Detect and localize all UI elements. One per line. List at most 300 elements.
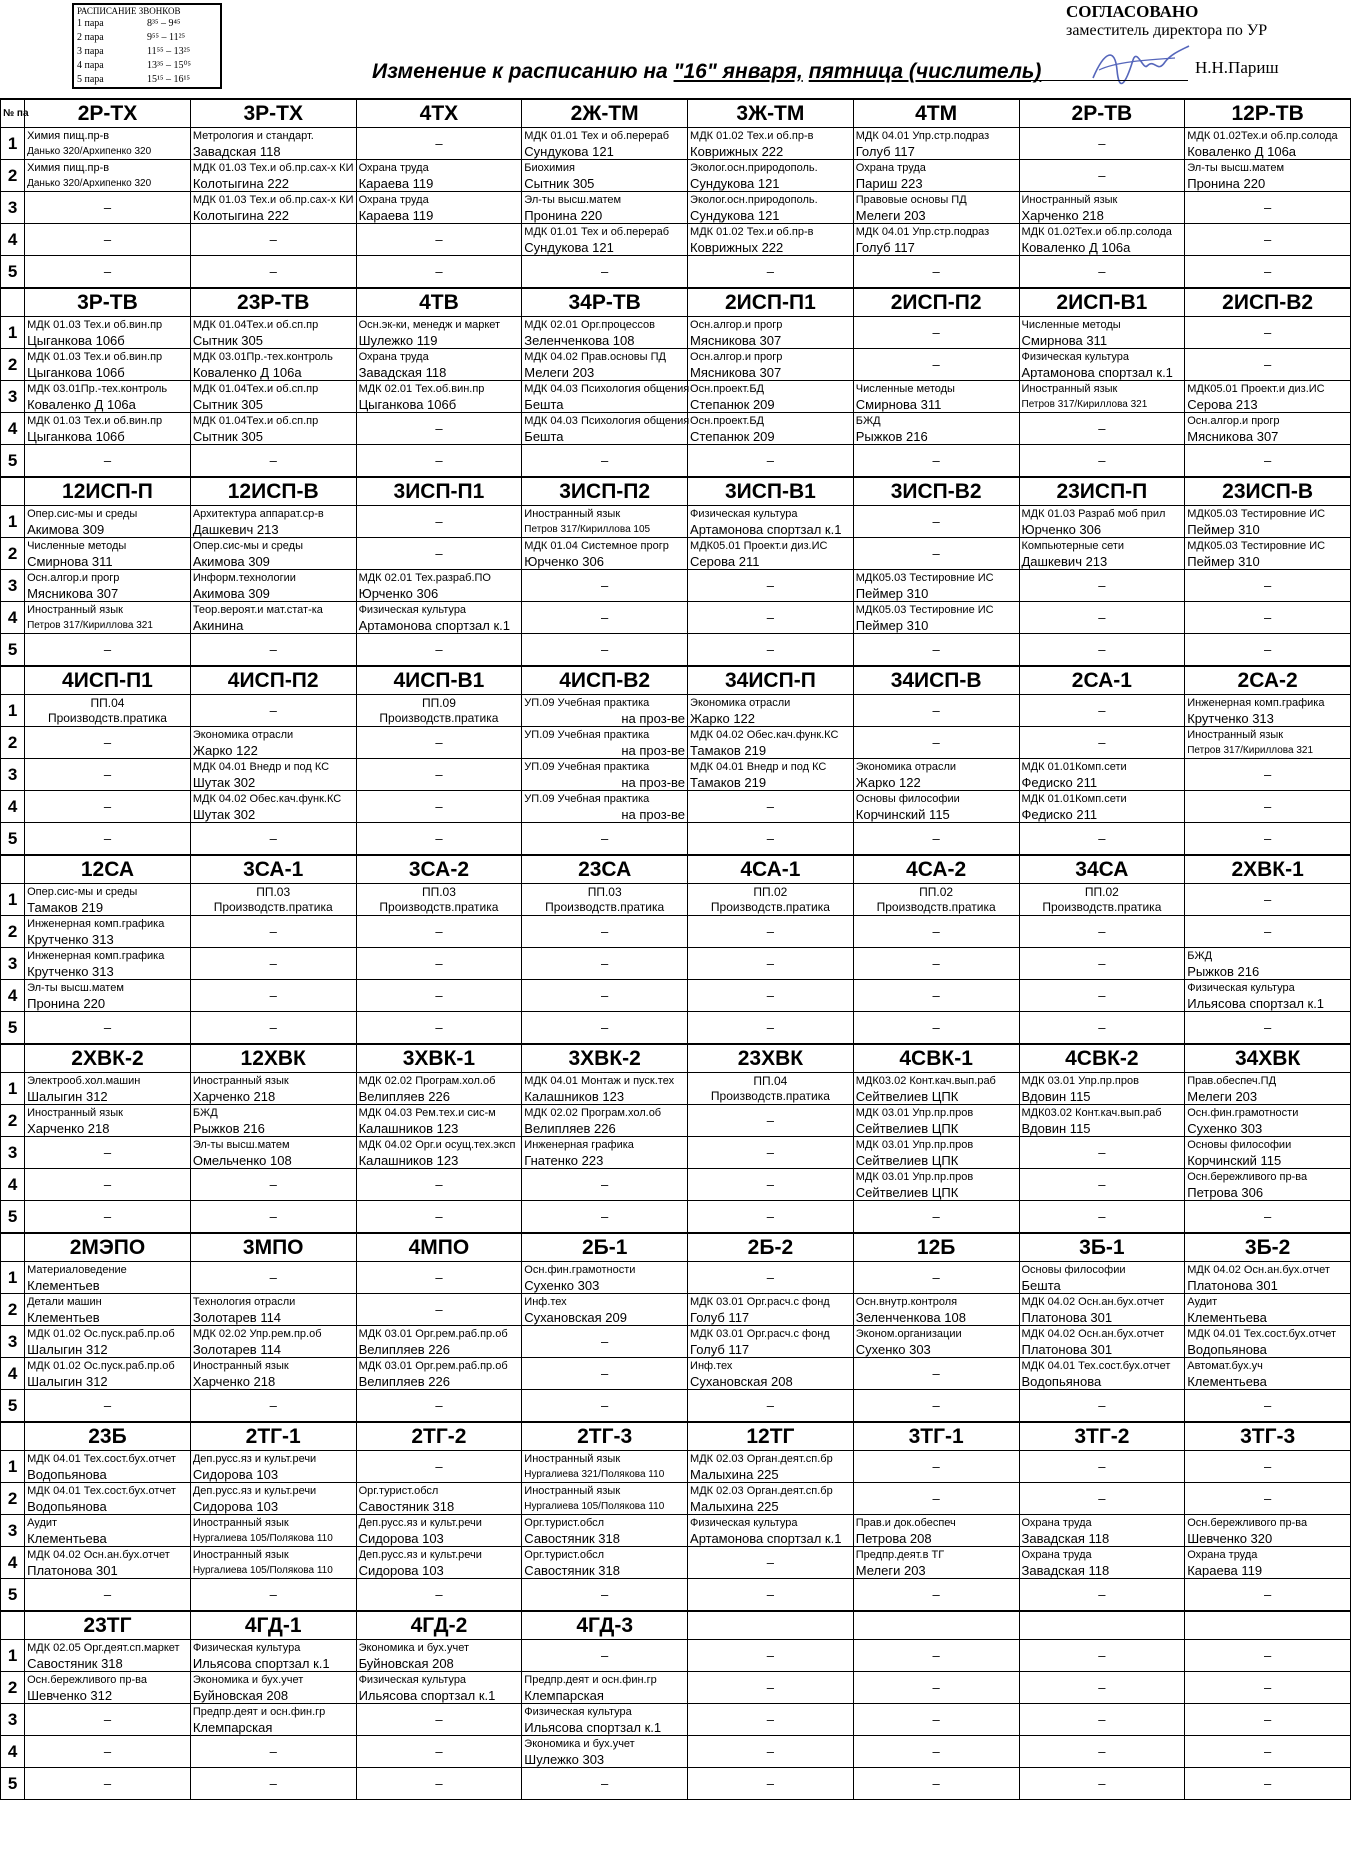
empty-dash: – xyxy=(435,1459,443,1474)
lesson-cell xyxy=(522,128,688,160)
bell-pair: 1 пара xyxy=(77,18,104,29)
empty-dash: – xyxy=(601,1398,609,1413)
group-name: 3Ж-ТМ xyxy=(688,99,854,128)
title-day: пятница (числитель) xyxy=(808,60,1042,83)
lesson-cell xyxy=(1185,980,1351,1012)
bell-time: 11⁵⁵ – 13²⁵ xyxy=(147,46,191,57)
group-name: 23СА xyxy=(522,855,688,884)
lesson-cell xyxy=(356,823,522,856)
subject: ПП.02 xyxy=(753,884,788,899)
subject: МДК 04.02 Орг.и осущ.тех.эксп xyxy=(358,1138,516,1151)
group-name: 23Р-ТВ xyxy=(190,288,356,317)
lesson-cell xyxy=(25,413,191,445)
lesson-cell xyxy=(688,1547,854,1579)
empty-dash: – xyxy=(1098,168,1106,183)
lesson-row xyxy=(1,224,1351,256)
lesson-cell xyxy=(1019,1390,1185,1423)
subject: Деп.русс.яз и культ.речи xyxy=(358,1548,482,1561)
lesson-cell xyxy=(356,1326,522,1358)
teacher-room: Вдовин 115 xyxy=(1021,1088,1091,1104)
lesson-cell xyxy=(356,916,522,948)
teacher-room: Юрченко 306 xyxy=(358,585,439,601)
empty-dash: – xyxy=(269,264,277,279)
teacher-room: Сундукова 121 xyxy=(524,239,614,255)
lesson-cell xyxy=(522,1704,688,1736)
teacher-room: Цыганкова 106б xyxy=(358,396,457,412)
group-name: 23ИСП-П xyxy=(1019,477,1185,506)
teacher-room: Пронина 220 xyxy=(27,995,106,1011)
lesson-row xyxy=(1,1579,1351,1612)
subject: МДК 02.02 Програм.хол.об xyxy=(524,1106,662,1119)
lesson-row xyxy=(1,445,1351,478)
subject: МДК 01.02Тех.и об.пр.солода xyxy=(1021,225,1172,238)
teacher-room: Водопьянова xyxy=(27,1466,107,1482)
subject: Метрология и стандарт. xyxy=(192,129,314,142)
subject: Иностранный язык xyxy=(524,507,621,520)
subject: Электрооб.хол.машин xyxy=(27,1074,141,1087)
group-name: 4СВК-1 xyxy=(853,1044,1019,1073)
empty-dash: – xyxy=(766,1712,775,1727)
empty-dash: – xyxy=(269,1744,277,1759)
lesson-cell xyxy=(190,381,356,413)
subject: МДК 01.02 Тех.и об.пр-в xyxy=(690,225,814,238)
lesson-row xyxy=(1,1390,1351,1423)
teacher-room: Петров 317/Кириллова 105 xyxy=(524,523,651,535)
lesson-cell xyxy=(25,602,191,634)
subject: Иностранный язык xyxy=(192,1359,289,1372)
lesson-cell xyxy=(688,1294,854,1326)
subject: Основы философии xyxy=(855,792,960,805)
teacher-room: Мелеги 203 xyxy=(1187,1088,1258,1104)
lesson-cell xyxy=(356,1137,522,1169)
empty-dash: – xyxy=(932,1744,940,1759)
lesson-cell xyxy=(1185,381,1351,413)
lesson-row xyxy=(1,1672,1351,1704)
subject: МДК 04.01 Упр.стр.подраз xyxy=(855,225,990,238)
group-header-row xyxy=(1,1044,1351,1073)
teacher-room: Пеймер 310 xyxy=(1187,521,1260,537)
approver-name: Н.Н.Париш xyxy=(1195,58,1279,77)
lesson-cell xyxy=(356,759,522,791)
lesson-row xyxy=(1,1169,1351,1201)
subject: МДК 04.01 Внедр и под КС xyxy=(192,760,330,773)
teacher-room: Клементьева xyxy=(27,1530,107,1546)
lesson-cell xyxy=(25,791,191,823)
lesson-cell xyxy=(1019,160,1185,192)
subject: МДК05.03 Тестировние ИС xyxy=(855,571,994,584)
teacher-room: Бешта xyxy=(524,428,564,444)
empty-dash: – xyxy=(1098,735,1106,750)
lesson-cell xyxy=(190,1640,356,1672)
pair-number: 2 xyxy=(1,349,25,381)
pair-number-header xyxy=(1,288,25,317)
empty-dash: – xyxy=(435,1209,443,1224)
empty-dash: – xyxy=(103,799,112,814)
subject: Численные методы xyxy=(27,539,127,552)
subject: МДК 04.01 Упр.стр.подраз xyxy=(855,129,990,142)
lesson-cell xyxy=(25,192,191,224)
lesson-cell xyxy=(688,160,854,192)
empty-dash: – xyxy=(269,642,277,657)
subject: Теор.вероят.и мат.стат-ка xyxy=(192,603,323,616)
lesson-cell xyxy=(356,1390,522,1423)
empty-dash: – xyxy=(103,831,112,846)
pair-number: 4 xyxy=(1,1358,25,1390)
group-name: 4ГД-2 xyxy=(356,1611,522,1640)
lesson-cell xyxy=(853,1358,1019,1390)
empty-dash: – xyxy=(601,1587,609,1602)
lesson-cell xyxy=(25,1169,191,1201)
lesson-cell xyxy=(190,884,356,916)
subject: Аудит xyxy=(27,1516,58,1529)
lesson-cell xyxy=(1019,1294,1185,1326)
teacher-room: Сидорова 103 xyxy=(192,1498,279,1514)
subject: Иностранный язык xyxy=(1021,382,1118,395)
empty-dash: – xyxy=(269,831,277,846)
lesson-cell xyxy=(1019,759,1185,791)
subject: Инженерная комп.графика xyxy=(27,949,165,962)
lesson-cell xyxy=(688,1105,854,1137)
teacher-room: Шутак 302 xyxy=(192,774,256,790)
subject: ПП.04 xyxy=(753,1073,788,1088)
teacher-room: Юрченко 306 xyxy=(1021,521,1102,537)
teacher-room: Петрова 306 xyxy=(1187,1184,1264,1200)
lesson-cell xyxy=(1185,349,1351,381)
group-name: 3Б-2 xyxy=(1185,1233,1351,1262)
teacher-room: Клементьева xyxy=(1187,1373,1267,1389)
lesson-cell xyxy=(190,980,356,1012)
subject: Иностранный язык xyxy=(27,1106,123,1119)
lesson-cell xyxy=(25,1012,191,1045)
lesson-cell xyxy=(853,1201,1019,1234)
lesson-cell xyxy=(190,256,356,289)
subject: Эл-ты высш.матем xyxy=(192,1138,290,1151)
pair-number: 5 xyxy=(1,1012,25,1045)
approval-block xyxy=(1066,2,1267,40)
teacher-room: Калашников 123 xyxy=(358,1120,459,1136)
teacher-room: Сундукова 121 xyxy=(690,207,780,223)
subject: МДК 04.02 Осн.ан.бух.отчет xyxy=(1187,1263,1330,1276)
empty-dash: – xyxy=(1264,924,1272,939)
teacher-room: Велипляев 226 xyxy=(358,1373,450,1389)
teacher-room: Золотарев 114 xyxy=(192,1309,282,1325)
lesson-cell xyxy=(853,727,1019,759)
teacher-room: Клемпарская xyxy=(192,1719,273,1735)
lesson-cell xyxy=(25,1483,191,1515)
empty-dash: – xyxy=(103,767,112,782)
pair-number: 4 xyxy=(1,1736,25,1768)
teacher-room: Мясникова 307 xyxy=(27,585,119,601)
group-name: 4ТХ xyxy=(356,99,522,128)
lesson-cell xyxy=(25,884,191,916)
teacher-room: Сухенко 303 xyxy=(1187,1120,1263,1136)
teacher-room: Малыхина 225 xyxy=(690,1466,779,1482)
lesson-cell xyxy=(25,1326,191,1358)
empty-dash: – xyxy=(1098,1459,1106,1474)
lesson-cell xyxy=(25,160,191,192)
empty-dash: – xyxy=(766,1145,775,1160)
lesson-cell xyxy=(1019,1483,1185,1515)
empty-dash: – xyxy=(269,232,277,247)
teacher-room: Цыганкова 106б xyxy=(27,428,125,444)
lesson-cell xyxy=(190,1012,356,1045)
subject: МДК05.01 Проект.и диз.ИС xyxy=(690,539,828,552)
lesson-cell xyxy=(522,980,688,1012)
empty-dash: – xyxy=(766,578,775,593)
subject: ПП.03 xyxy=(256,884,291,899)
lesson-cell xyxy=(853,1483,1019,1515)
lesson-cell xyxy=(853,602,1019,634)
pair-number: 2 xyxy=(1,1672,25,1704)
empty-dash: – xyxy=(103,1145,112,1160)
teacher-room: Петров 317/Кириллова 321 xyxy=(1021,398,1148,410)
teacher-room: Крутченко 313 xyxy=(1187,710,1274,726)
subject: Охрана труда xyxy=(358,161,429,174)
teacher-room: Цыганкова 106б xyxy=(27,364,125,380)
subject: МДК05.03 Тестировние ИС xyxy=(1187,539,1326,552)
empty-dash: – xyxy=(269,453,277,468)
lesson-cell xyxy=(356,506,522,538)
subject: МДК 03.01 Орг.рем.раб.пр.об xyxy=(358,1359,508,1372)
empty-dash: – xyxy=(1264,264,1272,279)
lesson-cell xyxy=(688,1326,854,1358)
lesson-cell xyxy=(688,1640,854,1672)
lesson-cell xyxy=(1019,1073,1185,1105)
lesson-cell xyxy=(522,602,688,634)
subject: БЖД xyxy=(1187,949,1213,962)
teacher-room: Водопьянова xyxy=(1187,1341,1267,1357)
subject: Иностранный язык xyxy=(1187,728,1284,741)
pair-number: 3 xyxy=(1,1704,25,1736)
empty-dash: – xyxy=(269,1177,277,1192)
teacher-room: Рыжков 216 xyxy=(855,428,928,444)
subject: УП.09 Учебная практика xyxy=(524,728,650,741)
teacher-room: Степанюк 209 xyxy=(690,428,775,444)
teacher-room: Буйновская 208 xyxy=(192,1687,289,1703)
subject: Деп.русс.яз и культ.речи xyxy=(192,1452,317,1465)
empty-dash: – xyxy=(1264,325,1272,340)
group-name xyxy=(853,1611,1019,1640)
lesson-cell xyxy=(1019,1515,1185,1547)
bell-row xyxy=(77,45,217,59)
lesson-cell xyxy=(853,1073,1019,1105)
bell-row xyxy=(77,31,217,45)
lesson-cell xyxy=(1185,634,1351,667)
lesson-cell xyxy=(853,948,1019,980)
pair-number: 1 xyxy=(1,1262,25,1294)
teacher-room: Караева 119 xyxy=(358,207,434,223)
empty-dash: – xyxy=(1098,1020,1106,1035)
empty-dash: – xyxy=(932,453,940,468)
group-name: 2ИСП-В2 xyxy=(1185,288,1351,317)
lesson-cell xyxy=(522,1515,688,1547)
pair-number: 4 xyxy=(1,224,25,256)
subject: МДК 03.01 Упр.пр.пров xyxy=(855,1138,974,1151)
lesson-cell xyxy=(190,1579,356,1612)
lesson-cell xyxy=(853,445,1019,478)
pair-number-header xyxy=(1,1044,25,1073)
lesson-cell xyxy=(1185,1640,1351,1672)
empty-dash: – xyxy=(1098,831,1106,846)
teacher-room: Коврижных 222 xyxy=(690,239,784,255)
lesson-cell xyxy=(356,1451,522,1483)
lesson-cell xyxy=(1019,980,1185,1012)
lesson-cell xyxy=(1185,1073,1351,1105)
lesson-cell xyxy=(1185,1294,1351,1326)
subject: Химия пищ.пр-в xyxy=(27,129,110,142)
pair-number: 2 xyxy=(1,916,25,948)
empty-dash: – xyxy=(435,642,443,657)
lesson-cell xyxy=(853,506,1019,538)
lesson-cell xyxy=(853,884,1019,916)
lesson-cell xyxy=(853,1137,1019,1169)
lesson-row xyxy=(1,160,1351,192)
teacher-room: Коваленко Д 106а xyxy=(27,396,136,412)
teacher-room: Рыжков 216 xyxy=(1187,963,1260,979)
teacher-room: Сундукова 121 xyxy=(524,143,614,159)
empty-dash: – xyxy=(601,453,609,468)
teacher-room: Коваленко Д 106а xyxy=(192,364,302,380)
empty-dash: – xyxy=(766,799,775,814)
lesson-cell xyxy=(25,1358,191,1390)
subject: Деп.русс.яз и культ.речи xyxy=(358,1516,482,1529)
lesson-cell xyxy=(190,695,356,727)
empty-dash: – xyxy=(269,1776,277,1791)
subject: Деп.русс.яз и культ.речи xyxy=(192,1484,317,1497)
group-name: 34Р-ТВ xyxy=(522,288,688,317)
lesson-row xyxy=(1,317,1351,349)
teacher-room: на проз-ве xyxy=(621,774,686,790)
subject: МДК 03.01Пр.-тех.контроль xyxy=(27,382,168,395)
lesson-cell xyxy=(1185,1483,1351,1515)
teacher-room: Харченко 218 xyxy=(192,1373,276,1389)
subject: ПП.03 xyxy=(587,884,622,899)
empty-dash: – xyxy=(435,1712,443,1727)
teacher-room: Платонова 301 xyxy=(27,1562,118,1578)
lesson-cell xyxy=(688,1201,854,1234)
lesson-cell xyxy=(356,445,522,478)
pair-number: 2 xyxy=(1,1483,25,1515)
lesson-cell xyxy=(688,381,854,413)
subject: МДК 02.02 Програм.хол.об xyxy=(358,1074,496,1087)
subject: Физическая культура xyxy=(690,507,798,520)
lesson-row xyxy=(1,506,1351,538)
empty-dash: – xyxy=(601,578,609,593)
subject: МДК 02.02 Упр.рем.пр.об xyxy=(192,1327,322,1340)
empty-dash: – xyxy=(103,1712,112,1727)
empty-dash: – xyxy=(932,956,940,971)
subject: Опер.сис-мы и среды xyxy=(27,507,138,520)
lesson-cell xyxy=(356,317,522,349)
group-name: 4ИСП-П2 xyxy=(190,666,356,695)
lesson-cell xyxy=(522,256,688,289)
group-name: 2ХВК-1 xyxy=(1185,855,1351,884)
lesson-cell xyxy=(1019,570,1185,602)
teacher-room: Сидорова 103 xyxy=(358,1530,444,1546)
lesson-cell xyxy=(688,948,854,980)
lesson-row xyxy=(1,727,1351,759)
teacher-room: Велипляев 226 xyxy=(358,1088,450,1104)
subject: МДК 02.01 Тех.об.вин.пр xyxy=(358,382,485,395)
lesson-row xyxy=(1,1451,1351,1483)
teacher-room: Корчинский 115 xyxy=(855,806,950,822)
lesson-row xyxy=(1,884,1351,916)
subject: Физическая культура xyxy=(1187,981,1295,994)
lesson-cell xyxy=(688,349,854,381)
lesson-cell xyxy=(522,1451,688,1483)
teacher-room: Акимова 309 xyxy=(27,521,105,537)
lesson-cell xyxy=(1019,538,1185,570)
empty-dash: – xyxy=(1098,1209,1106,1224)
pair-number: 4 xyxy=(1,980,25,1012)
teacher-room: Сидорова 103 xyxy=(358,1562,444,1578)
empty-dash: – xyxy=(435,264,443,279)
lesson-row xyxy=(1,1483,1351,1515)
group-name: 3ТГ-2 xyxy=(1019,1422,1185,1451)
lesson-cell xyxy=(1185,1704,1351,1736)
pair-number: 1 xyxy=(1,695,25,727)
empty-dash: – xyxy=(932,1459,940,1474)
title-prefix: Изменение к расписанию на xyxy=(372,60,668,83)
group-header-row xyxy=(1,855,1351,884)
lesson-cell xyxy=(1019,381,1185,413)
empty-dash: – xyxy=(766,1020,775,1035)
lesson-row xyxy=(1,349,1351,381)
teacher-room: Крутченко 313 xyxy=(27,931,114,947)
empty-dash: – xyxy=(103,1177,112,1192)
lesson-row xyxy=(1,791,1351,823)
subject: МДК 01.04Тех.и об.сп.пр xyxy=(192,382,319,395)
group-name: 12ИСП-В xyxy=(190,477,356,506)
subject: Инженерная графика xyxy=(524,1138,634,1151)
teacher-room: Крутченко 313 xyxy=(27,963,114,979)
lesson-cell xyxy=(356,1169,522,1201)
subject: МДК 04.03 Рем.тех.и сис-м xyxy=(358,1106,496,1119)
empty-dash: – xyxy=(932,264,940,279)
subject: Предпр.деят.в ТГ xyxy=(855,1548,945,1561)
lesson-cell xyxy=(356,602,522,634)
subject: Архитектура аппарат.ср-в xyxy=(192,507,324,520)
teacher-room: Водопьянова xyxy=(1021,1373,1102,1389)
subject: Эл-ты высш.матем xyxy=(1187,161,1285,174)
empty-dash: – xyxy=(1098,610,1106,625)
subject: УП.09 Учебная практика xyxy=(524,760,650,773)
group-name: 3СА-1 xyxy=(190,855,356,884)
empty-dash: – xyxy=(269,1398,277,1413)
subject: Иностранный язык xyxy=(524,1452,621,1465)
lesson-cell xyxy=(1019,791,1185,823)
teacher-room: Рыжков 216 xyxy=(192,1120,265,1136)
lesson-cell xyxy=(1185,1451,1351,1483)
empty-dash: – xyxy=(766,1680,775,1695)
lesson-cell xyxy=(1185,1390,1351,1423)
empty-dash: – xyxy=(1098,1587,1106,1602)
teacher-room: Бешта xyxy=(1021,1277,1061,1293)
teacher-room: Петрова 208 xyxy=(855,1530,932,1546)
lesson-cell xyxy=(1019,445,1185,478)
subject: Биохимия xyxy=(524,161,575,174)
pair-number: 5 xyxy=(1,1201,25,1234)
subject: Эколог.осн.природополь. xyxy=(690,193,818,206)
subject: МДК 01.03 Тех.и об.пр.сах-х КИ xyxy=(192,161,354,174)
lesson-cell xyxy=(25,1547,191,1579)
lesson-cell xyxy=(688,634,854,667)
lesson-cell xyxy=(25,980,191,1012)
lesson-row xyxy=(1,948,1351,980)
empty-dash: – xyxy=(103,1776,112,1791)
pair-number-header xyxy=(1,1611,25,1640)
teacher-room: Шулежко 303 xyxy=(524,1751,605,1767)
